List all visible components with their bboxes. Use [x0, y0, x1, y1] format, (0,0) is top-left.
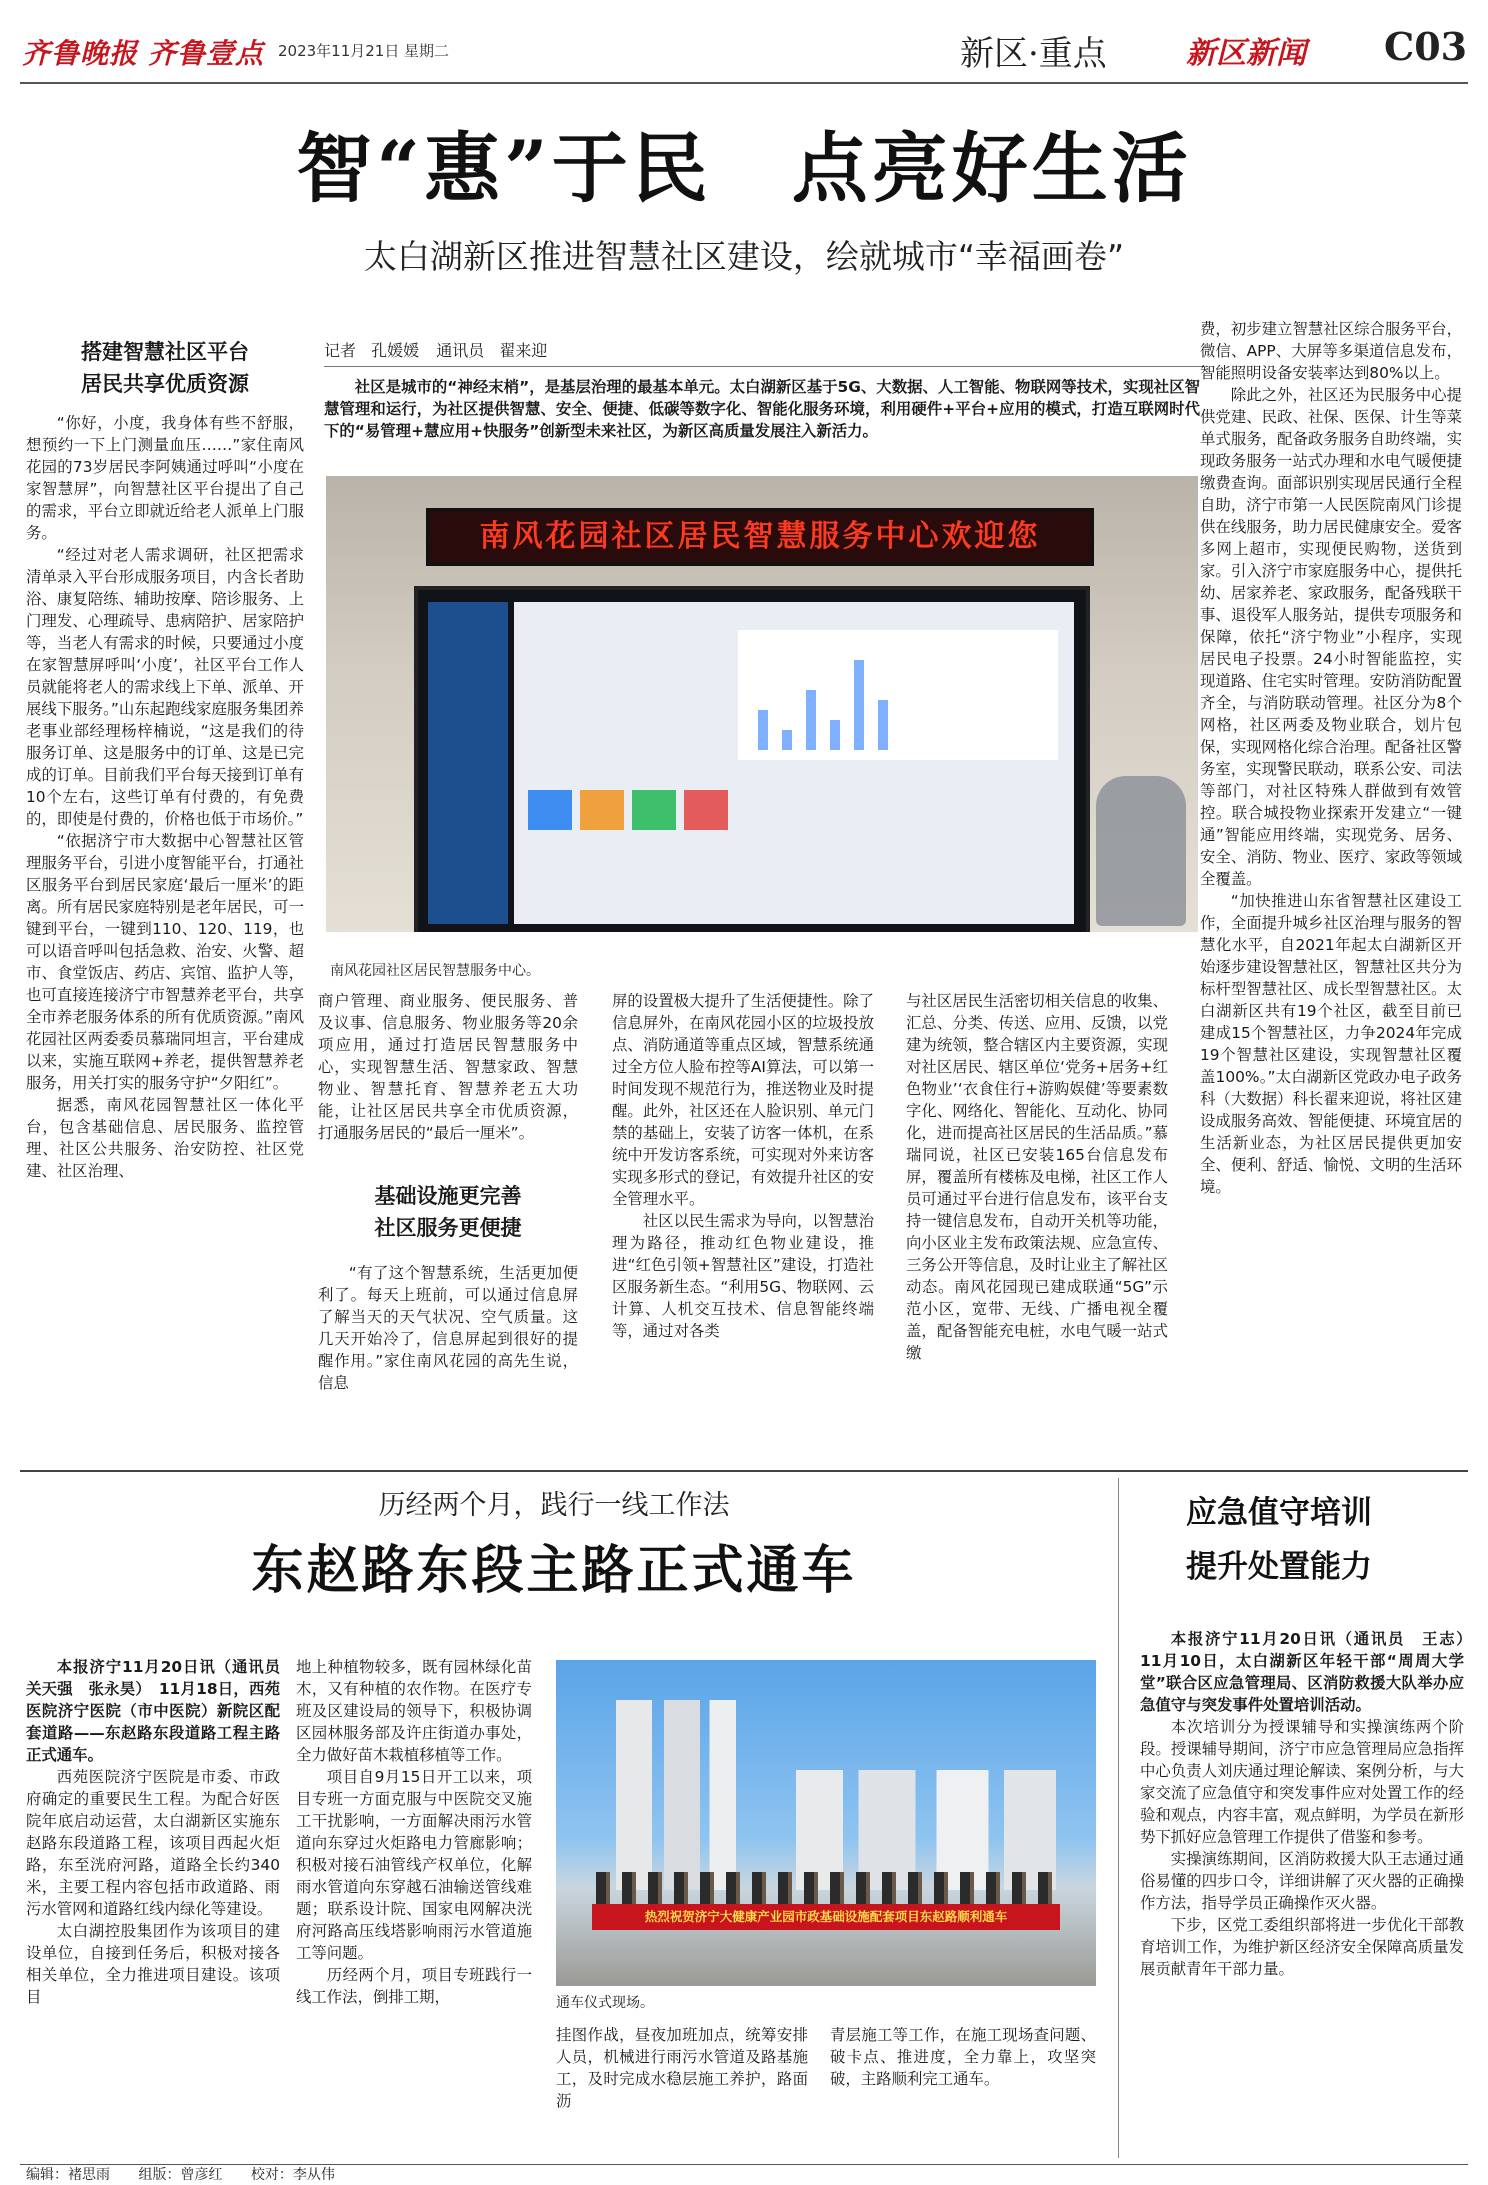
lead-col5-paragraph: “加快推进山东省智慧社区建设工作，全面提升城乡社区治理与服务的智慧化水平，自2021年起太白湖新区开始逐步建设智慧社区，智慧社区共分为标杆型智慧社区、成长型智慧社区。太白湖新区共有19个社区，截至目前已建成15个智慧社区，力争2024年完成19个智慧社区建设，实现智慧社区覆盖100%。”太白湖新区党政办电子政务科（大数据）科长翟来迎说，将社区建设成服务高效、智能便捷、环境宜居的生活新业态，为社区居民提供更加安全、便利、舒适、愉悦、文明的生活环境。 [1200, 892, 1462, 1196]
road-col1-paragraph: 本报济宁11月20日讯（通讯员 关天强 张永昊） 11月18日，西苑医院济宁医院（市中医院）新院区配套道路——东赵路东段道路工程主路正式通车。 [26, 1658, 296, 1764]
lead-column-4 [906, 990, 1168, 1364]
road-col2-paragraph: 项目自9月15日开工以来，项目专班一方面克服与中医院交叉施工干扰影响，一方面解决雨污水管道向东穿过火炬路电力管廊影响；积极对接石油管线产权单位，化解雨水管道向东穿越石油输送管线难题；联系设计院、国家电网解决洸府河路高压线塔影响雨污水管道施工等问题。 [296, 1768, 532, 1962]
brand-logo-right: 齐鲁壹点 [148, 37, 265, 70]
lead-col5-paragraph: 除此之外，社区还为民服务中心提供党建、民政、社保、医保、计生等菜单式服务，配备政务服务自助终端，实现政务服务一站式办理和水电气暖便捷缴费查询。面部识别实现居民通行全程自助，济宁市第一人民医院南风门诊提供在线服务，助力居民健康安全。爱客多网上超市，实现便民购物，送货到家。引入济宁市家庭服务中心，提供托幼、居家养老、家政服务，配备残联干事、退役军人服务站，提供专项服务和保障，依托“济宁物业”小程序，实现居民电子投票。24小时智能监控，实现道路、住宅实时管理。安防消防配置齐全，与消防联动管理。社区分为8个网格，社区两委及物业联合，划片包保，实现网格化综合治理。配备社区警务室，实现警民联动，联系公安、司法等部门，对社区特殊人群做到有效管控。联合城投物业探索开发建立“一键通”智能应用终端，实现党务、居务、安全、消防、物业、医疗、家政等领域全覆盖。 [1200, 386, 1462, 888]
road-column-1 [26, 1656, 296, 2166]
lead-column-3 [612, 990, 874, 1342]
lead-headline: 智“惠”于民 点亮好生活 [296, 124, 1192, 213]
training-divider [1118, 1478, 1119, 2158]
lead-col3-paragraph: 社区以民生需求为导向，以智慧治理为路径，推动红色物业建设，推进“红色引领+智慧社区”建设，打造社区服务新生态。“利用5G、物联网、云计算、人机交互技术、信息智能终端等，通过对各类 [612, 1212, 874, 1340]
byline-rule [324, 366, 1204, 367]
lead-col1-paragraph: “你好，小度，我身体有些不舒服，想预约一下上门测量血压……”家住南风花园的73岁居民李阿姨通过呼叫“小度在家智慧屏”，向智慧社区平台提出了自己的需求，平台立即就近给老人派单上门服务。 [26, 414, 304, 542]
lead-col1-paragraph: 据悉，南风花园智慧社区一体化平台，包含基础信息、居民服务、监控管理、社区公共服务、治安防控、社区党建、社区治理、 [26, 1096, 304, 1180]
masthead [0, 0, 1488, 80]
brand-logo-left: 齐鲁晚报 [22, 37, 139, 70]
photo-led-sign [426, 508, 1094, 566]
byline-correspondent-label: 通讯员 [436, 341, 485, 360]
road-column-2 [296, 1656, 532, 2166]
road-column-4: 青层施工等工作，在施工现场查问题、破卡点、推进度，全力靠上，攻坚突破，主路顺利完工通车。 [830, 2026, 1096, 2088]
photo-led-sign-text: 南风花园社区居民智慧服务中心欢迎您 [479, 519, 1041, 554]
footer-editor-label: 编辑： [26, 2167, 68, 2183]
lead-photo [326, 476, 1198, 960]
training-column [1140, 1628, 1480, 2168]
photo-crowd [596, 1872, 1056, 1906]
footer-layout: 曾彦红 [180, 2167, 223, 2183]
lead-column-5 [1200, 318, 1462, 1468]
lead-section2-title-line2: 社区服务更便捷 [374, 1215, 522, 1240]
training-paragraph: 本次培训分为授课辅导和实操演练两个阶段。授课辅导期间，济宁市应急管理局应急指挥中心负责人刘庆通过理论解读、案例分析，与大家交流了应急值守和突发事件应对处置工作的经验和观点，内容丰富，观点鲜明，为学员在新形势下抓好应急管理工作提供了借鉴和参考。 [1140, 1718, 1464, 1846]
lead-col2-top: 商户管理、商业服务、便民服务、普及议事、信息服务、物业服务等20余项应用，通过打造居民智慧服务中心，实现智慧生活、智慧家政、智慧物业、智慧托育、智慧养老五大功能，让社区居民共享全市优质资源，打通服务居民的“最后一厘米”。 [318, 992, 578, 1142]
lead-col1-paragraph: “依据济宁市大数据中心智慧社区管理服务平台，引进小度智能平台，打通社区服务平台到居民家庭‘最后一厘米’的距离。所有居民家庭特别是老年居民，可一键到平台，一键到110、120、119，也可以语音呼叫包括急救、治安、火警、超市、食堂饭店、药店、宾馆、监护人等，也可直接连接济宁市智慧养老平台，共享全市养老服务体系的所有优质资源。”南风花园社区两委委员慕瑞同坦言，平台建成以来，实施互联网+养老，提供智慧养老服务，用关打实的服务守护“夕阳红”。 [26, 832, 304, 1092]
photo-chairs [1096, 776, 1186, 926]
training-paragraph: 本报济宁11月20日讯（通讯员 王志） 11月10日，太白湖新区年轻干部“周周大学堂”联合区应急管理局、区消防救援大队举办应急值守与突发事件处置培训活动。 [1140, 1630, 1480, 1714]
stories-separator [20, 1470, 1468, 1472]
training-paragraph: 实操演练期间，区消防救援大队王志通过通俗易懂的四步口令，详细讲解了灭火器的正确操作方法，指导学员正确操作灭火器。 [1140, 1850, 1464, 1912]
photo-display-screen [414, 586, 1090, 940]
lead-photo-caption: 南风花园社区居民智慧服务中心。 [330, 963, 540, 979]
lead-col5-paragraph: 费，初步建立智慧社区综合服务平台，微信、APP、大屏等多渠道信息发布，智能照明设备安装率达到80%以上。 [1200, 320, 1462, 382]
footer-layout-label: 组版： [138, 2167, 181, 2183]
training-paragraph: 下步，区党工委组织部将进一步优化干部教育培训工作，为维护新区经济安全保障高质量发展贡献青年干部力量。 [1140, 1916, 1464, 1978]
road-photo-caption: 通车仪式现场。 [556, 1995, 654, 2011]
photo-buildings [616, 1700, 736, 1890]
road-photo [556, 1660, 1096, 1986]
screen-chart [738, 630, 1058, 760]
lead-section2-heading [318, 1180, 578, 1244]
lead-section1-title-line2: 居民共享优质资源 [81, 371, 249, 396]
road-col2-paragraph: 历经两个月，项目专班践行一线工作法，倒排工期， [296, 1966, 532, 2006]
lead-section1-title-line1: 搭建智慧社区平台 [81, 339, 249, 364]
lead-intro: 社区是城市的“神经末梢”，是基层治理的最基本单元。太白湖新区基于5G、大数据、人工智能、物联网等技术，实现社区智慧管理和运行，为社区提供智慧、安全、便捷、低碳等数字化、智能化服务环境，利用硬件+平台+应用的模式，打造互联网时代下的“易管理+慧应用+快服务”创新型未来社区，为新区高质量发展注入新活力。 [324, 378, 1200, 440]
footer-proof-label: 校对： [250, 2167, 293, 2183]
section-name: 新区·重点 [960, 34, 1107, 74]
footer-credits [26, 2166, 335, 2184]
lead-byline [324, 338, 547, 361]
masthead-rule [20, 82, 1468, 84]
road-col1-paragraph: 西苑医院济宁医院是市委、市政府确定的重要民生工程。为配合好医院年底启动运营，太白湖新区实施东赵路东段道路工程，该项目西起火炬路，东至洸府河路，道路全长约340米，主要工程内容包括市政道路、雨污水管网和道路红线内绿化等建设。 [26, 1768, 280, 1918]
lead-col3-paragraph: 屏的设置极大提升了生活便捷性。除了信息屏外，在南风花园小区的垃圾投放点、消防通道等重点区域，智慧系统通过全方位人脸布控等AI算法，可以第一时间发现不规范行为，推送物业及时提醒。此外，社区还在人脸识别、单元门禁的基础上，安装了访客一体机，在系统中开发访客系统，可实现对外来访客实现多形式的登记，有效提升社区的安全管理水平。 [612, 992, 874, 1208]
byline-reporter: 孔媛媛 [371, 341, 420, 360]
photo-caption-bar [326, 932, 1198, 960]
byline-reporter-label: 记者 [324, 341, 357, 360]
section-brand-logo: 新区新闻 [1186, 36, 1306, 71]
lead-column-1 [26, 412, 304, 1192]
screen-tiles [528, 790, 728, 830]
lead-section1-heading [26, 336, 304, 400]
lead-col1-paragraph: “经过对老人需求调研，社区把需求清单录入平台形成服务项目，内含长者助浴、康复陪练、辅助按摩、陪诊服务、上门理发、心理疏导、患病陪护、居家陪护等，当老人有需求的时候，只要通过小度在家智慧屏呼叫‘小度’，社区平台工作人员就能将老人的需求线上下单、派单、开展线下服务。”山东起跑线家庭服务集团养老事业部经理杨梓楠说，“这是我们的待服务订单、这是服务中的订单、这是已完成的订单。目前我们平台每天接到订单有10个左右，这些订单有付费的，有免费的，即使是付费的，价格也低于市场价。” [26, 546, 304, 828]
road-col2-paragraph: 地上种植物较多，既有园林绿化苗木，又有种植的农作物。在医疗专班及区建设局的领导下，积极协调区园林服务部及许庄街道办事处，全力做好苗木栽植移植等工作。 [296, 1658, 532, 1764]
footer-proof: 李从伟 [292, 2167, 335, 2183]
footer-editor: 褚思雨 [68, 2167, 110, 2183]
byline-correspondent: 翟来迎 [499, 341, 548, 360]
photo-banner-text: 热烈祝贺济宁大健康产业园市政基础设施配套项目东赵路顺利通车 [644, 1909, 1008, 1924]
issue-weekday: 星期二 [404, 42, 450, 60]
lead-subhead: 太白湖新区推进智慧社区建设，绘就城市“幸福画卷” [363, 237, 1125, 276]
road-column-3: 挂图作战，昼夜加班加点，统筹安排人员，机械进行雨污水管道及路基施工，及时完成水稳层施工养护，路面沥 [556, 2026, 808, 2110]
lead-column-2-bottom [318, 1262, 578, 1394]
page-number: C03 [1384, 24, 1468, 69]
lead-col2-paragraph: “有了这个智慧系统，生活更加便利了。每天上班前，可以通过信息屏了解当天的天气状况、空气质量。这几天开始冷了，信息屏起到很好的提醒作用。”家住南风花园的高先生说，信息 [318, 1264, 578, 1392]
road-col1-paragraph: 太白湖控股集团作为该项目的建设单位，自接到任务后，积极对接各相关单位，全力推进项目建设。该项目 [26, 1922, 280, 2006]
training-headline-line1: 应急值守培训 [1186, 1495, 1372, 1531]
lead-col4-paragraph: 与社区居民生活密切相关信息的收集、汇总、分类、传送、应用、反馈，以党建为统领，整合辖区内主要资源，实现对社区居民、辖区单位‘党务+居务+红色物业’‘衣食住行+游购娱健’等要素数字化、网络化、智能化、互动化、协同化，进而提高社区居民的生活品质。”慕瑞同说，社区已安装165台信息发布屏，覆盖所有楼栋及电梯，社区工作人员可通过平台进行信息发布，该平台支持一键信息发布，自动开关机等功能，向小区业主发布政策法规、应急宣传、三务公开等信息，及时让业主了解社区动态。南风花园现已建成联通“5G”示范小区，宽带、无线、广播电视全覆盖，配备智能充电桩，水电气暖一站式缴 [906, 992, 1168, 1362]
photo-red-banner [592, 1904, 1060, 1930]
lead-section2-title-line1: 基础设施更完善 [374, 1183, 522, 1208]
footer-rule [20, 2164, 1468, 2165]
road-headline: 东赵路东段主路正式通车 [251, 1540, 857, 1601]
issue-date: 2023年11月21日 [278, 42, 400, 60]
training-headline [1130, 1486, 1466, 1594]
training-headline-line2: 提升处置能力 [1186, 1549, 1372, 1585]
screen-sidebar [428, 602, 508, 924]
road-kicker: 历经两个月，践行一线工作法 [378, 1490, 730, 1521]
